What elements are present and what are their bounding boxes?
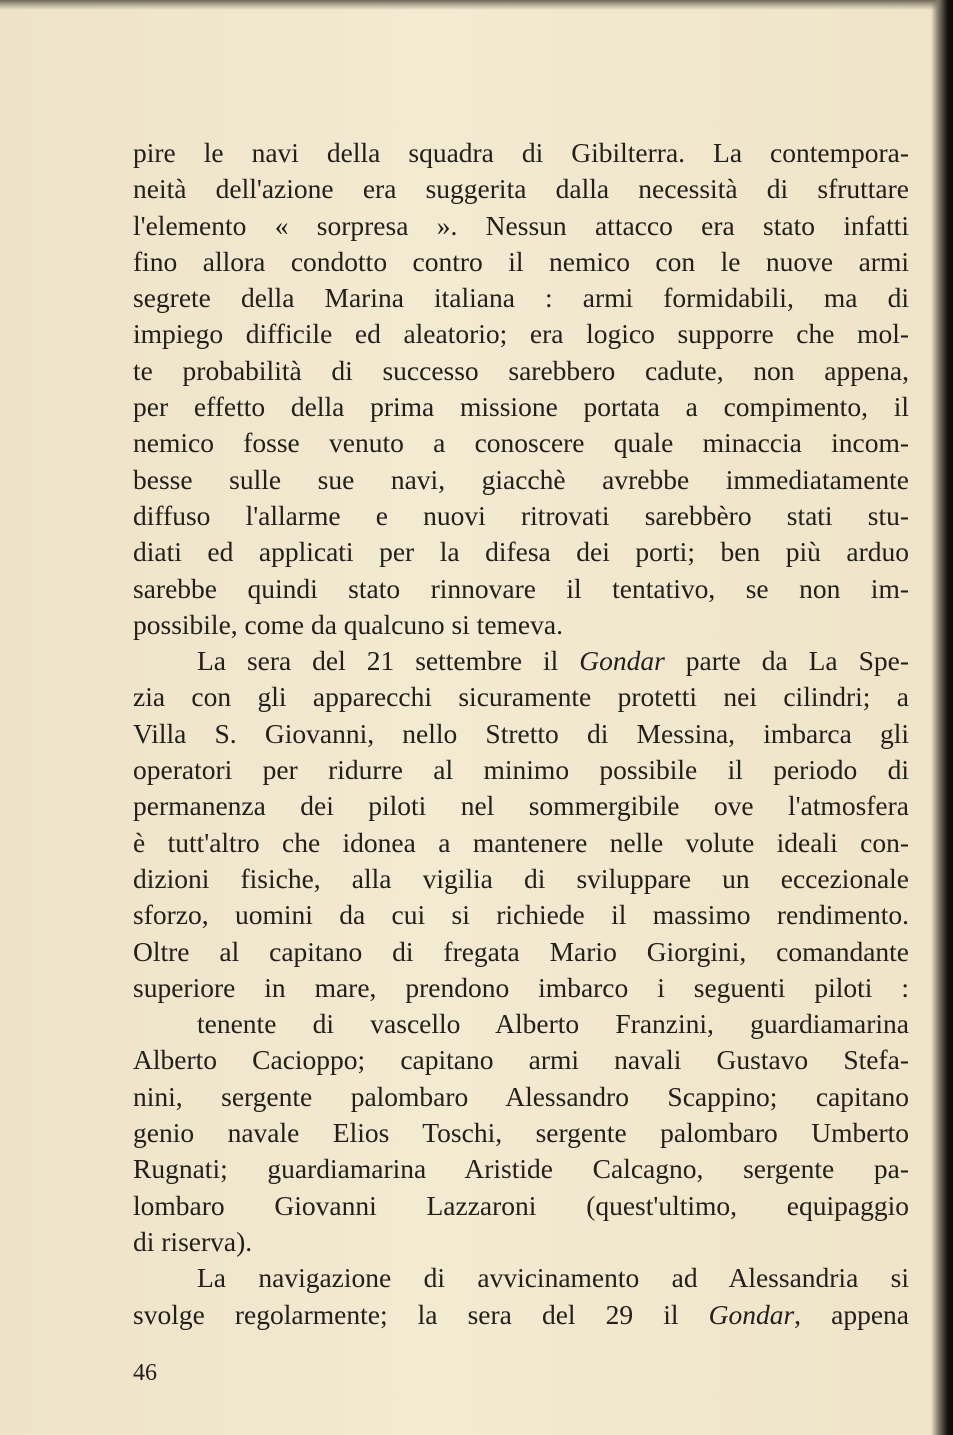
text-line: dizioni fisiche, alla vigilia di sviluppare un eccezionale xyxy=(133,862,909,894)
text-line: Alberto Cacioppo; capitano armi navali Gustavo Stefa- xyxy=(133,1044,909,1076)
text-line: tenente di vascello Alberto Franzini, guardiamarina xyxy=(197,1008,909,1040)
text-line: l'elemento « sorpresa ». Nessun attacco era stato infatti xyxy=(133,209,909,241)
text-line: fino allora condotto contro il nemico con le nuove armi xyxy=(133,245,909,277)
page-top-shadow xyxy=(0,0,953,10)
text-line: pire le navi della squadra di Gibilterra. La contempora- xyxy=(133,137,909,168)
text-line: di riserva). xyxy=(133,1225,253,1257)
text-line: segrete della Marina italiana : armi formidabili, ma di xyxy=(133,282,909,314)
text-line: nini, sergente palombaro Alessandro Scappino; capitano xyxy=(133,1080,909,1112)
text-line: te probabilità di successo sarebbero cadute, non appena, xyxy=(133,354,909,386)
text-line: besse sulle sue navi, giacchè avrebbe immediatamente xyxy=(133,463,909,495)
text-line: è tutt'altro che idonea a mantenere nelle volute ideali con- xyxy=(133,826,909,858)
page-number: 46 xyxy=(133,1360,157,1386)
text-line: Oltre al capitano di fregata Mario Giorgini, comandante xyxy=(133,935,909,967)
text-line: svolge regolarmente; la sera del 29 il Gondar, appena xyxy=(133,1298,910,1330)
text-line: diffuso l'allarme e nuovi ritrovati sarebbèro stati stu- xyxy=(133,499,909,531)
text-line: diati ed applicati per la difesa dei porti; ben più arduo xyxy=(133,536,909,568)
text-line: La sera del 21 settembre il Gondar parte da La Spe- xyxy=(197,645,909,677)
text-line: nemico fosse venuto a conoscere quale minaccia incom- xyxy=(133,427,909,459)
text-line: superiore in mare, prendono imbarco i seguenti piloti : xyxy=(133,971,909,1003)
text-line: sforzo, uomini da cui si richiede il massimo rendimento. xyxy=(133,899,909,931)
text-line: La navigazione di avvicinamento ad Alessandria si xyxy=(197,1262,909,1294)
text-line: sarebbe quindi stato rinnovare il tentativo, se non im- xyxy=(133,572,909,604)
text-line: Villa S. Giovanni, nello Stretto di Messina, imbarca gli xyxy=(133,717,909,749)
text-line: impiego difficile ed aleatorio; era logico supporre che mol- xyxy=(133,318,909,350)
body-text xyxy=(133,135,909,1333)
italic-title: Gondar xyxy=(579,645,665,677)
text-line: operatori per ridurre al minimo possibile il periodo di xyxy=(133,754,909,786)
text-line: lombaro Giovanni Lazzaroni (quest'ultimo, equipaggio xyxy=(133,1189,909,1221)
text-line: permanenza dei piloti nel sommergibile ove l'atmosfera xyxy=(133,790,909,822)
text-line: possibile, come da qualcuno si temeva. xyxy=(133,608,563,640)
text-line: Rugnati; guardiamarina Aristide Calcagno, sergente pa- xyxy=(133,1153,909,1185)
text-line: zia con gli apparecchi sicuramente protetti nei cilindri; a xyxy=(133,681,909,713)
text-line: neità dell'azione era suggerita dalla necessità di sfruttare xyxy=(133,173,909,205)
italic-title: Gondar xyxy=(708,1298,795,1330)
page-binding-edge xyxy=(931,0,953,1435)
text-line: genio navale Elios Toschi, sergente palombaro Umberto xyxy=(133,1117,909,1149)
text-line: per effetto della prima missione portata a compimento, il xyxy=(133,391,909,423)
